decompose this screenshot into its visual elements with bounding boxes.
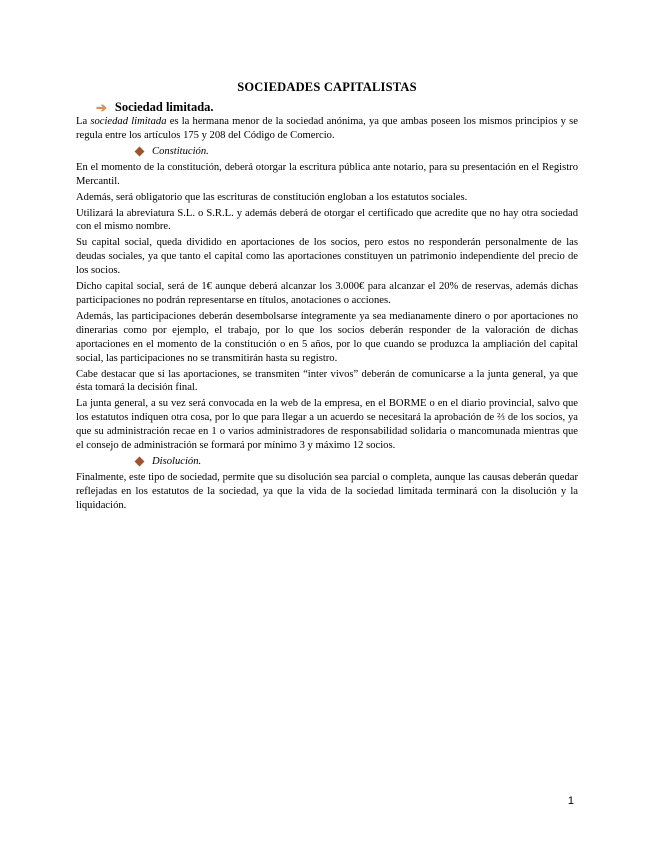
- intro-rest: es la hermana menor de la sociedad anónima, ya que ambas poseen los mismos principios y se regula entre los artículos 175 y 208 del Código de Comercio.: [76, 116, 578, 141]
- subsection-heading-text: Constitución.: [152, 146, 209, 158]
- paragraph: Finalmente, este tipo de sociedad, permite que su disolución sea parcial o completa, aunque las causas deberán quedar reflejadas en los estatutos de la sociedad, ya que la vida de la sociedad limitada terminará con la disolución y la liquidación.: [76, 471, 578, 511]
- section-heading-text: Sociedad limitada.: [114, 99, 214, 114]
- subsection-heading-text: Disolución.: [152, 456, 202, 468]
- section-heading: [96, 99, 578, 115]
- diamond-bullet-icon: [135, 457, 145, 467]
- paragraph: Dicho capital social, será de 1€ aunque deberá alcanzar los 3.000€ para alcanzar el 20% de reservas, además dichas participaciones no podrán representarse en títulos, anotaciones o acciones.: [76, 281, 578, 306]
- intro-prefix: La: [76, 116, 91, 127]
- paragraph: Su capital social, queda dividido en aportaciones de los socios, pero estos no responderán personalmente de las deudas sociales, ya que tanto el capital como las aportaciones constituyen un patrimonio independiente del precio de los socios.: [76, 237, 578, 277]
- paragraph: Cabe destacar que si las aportaciones, se transmiten “inter vivos” deberán de comunicarse a la junta general, ya que ésta tomará la decisión final.: [76, 368, 578, 394]
- subsection-heading-disolucion: [136, 455, 578, 469]
- document-page: [76, 80, 578, 515]
- diamond-bullet-icon: [135, 147, 145, 157]
- paragraph: Además, será obligatorio que las escrituras de constitución engloban a los estatutos sociales.: [76, 191, 468, 203]
- intro-emphasis: sociedad limitada: [90, 116, 167, 127]
- paragraph: Además, las participaciones deberán desembolsarse íntegramente ya sea medianamente dinero o por aportaciones no dinerarias como por ejemplo, el trabajo, por lo que los socios deberán responder de la valoración de dichas aportaciones en el momento de la constitución o en 5 años, por lo que cuando se produzca la ampliación del capital social, las participaciones no se transmitirán hasta su registro.: [76, 310, 578, 364]
- intro-paragraph: [76, 115, 578, 143]
- page-number: 1: [567, 795, 574, 807]
- paragraph: Utilizará la abreviatura S.L. o S.R.L. y además deberá de otorgar el certificado que acredite que no hay otra sociedad con el mismo nombre.: [76, 207, 578, 233]
- paragraph: La junta general, a su vez será convocada en la web de la empresa, en el BORME o en el diario provincial, salvo que los estatutos indiquen otra cosa, por lo que para llegar a un acuerdo se necesitará la aprobación de ⅔ de los socios, ya que su administración recae en 1 o varios administradores de responsabilidad solidaria o mancomunada mientras que el consejo de administración se formará por mínimo 3 y máximo 12 socios.: [76, 398, 578, 452]
- paragraph: En el momento de la constitución, deberá otorgar la escritura pública ante notario, para su presentación en el Registro Mercantil.: [76, 161, 578, 187]
- subsection-heading-constitucion: [136, 145, 578, 159]
- right-arrow-icon: ➔: [96, 99, 107, 115]
- document-title: SOCIEDADES CAPITALISTAS: [237, 80, 417, 94]
